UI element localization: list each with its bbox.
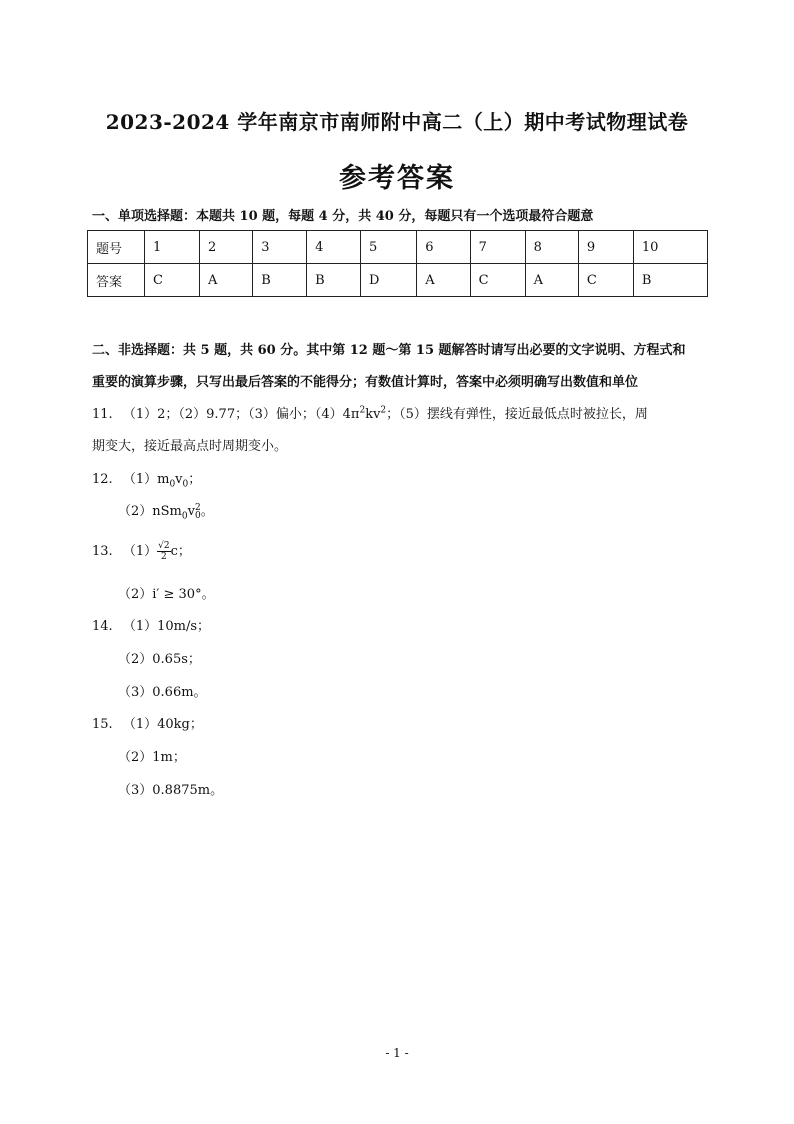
q14-number: 14.	[92, 619, 113, 634]
q12-b-post: 。	[200, 504, 214, 519]
page-number: - 1 -	[385, 1046, 409, 1060]
answer-cell: B	[633, 264, 707, 297]
answer-table	[87, 230, 708, 297]
q12-b-mid: v	[187, 504, 195, 519]
q12-a-sub1: 0	[169, 479, 176, 490]
q11-exp2: 2	[380, 405, 387, 416]
question-number: 1	[145, 231, 200, 264]
q12-a-text: （1）m	[122, 472, 170, 487]
q12-number: 12.	[92, 472, 113, 487]
q14-answer-3: （3）0.66m。	[118, 685, 207, 700]
answer-cell: A	[199, 264, 252, 297]
q11-part-c: ；（5）摆线有弹性，接近最低点时被拉长，周	[386, 407, 648, 422]
q13-number: 13.	[92, 544, 113, 559]
answer-cell: B	[307, 264, 361, 297]
question-number: 2	[199, 231, 252, 264]
q15-a-text: （1）40kg；	[122, 717, 203, 732]
question-number: 5	[360, 231, 416, 264]
q11-part-a: （1）2；（2）9.77；（3）偏小；（4）4π	[122, 407, 360, 422]
q11-line2: 期变大，接近最高点时周期变小。	[92, 439, 288, 454]
section2-heading-line1: 二、非选择题：共 5 题，共 60 分。其中第 12 题～第 15 题解答时请写出必要的文字说明、方程式和	[92, 343, 686, 358]
q12-b-sub1: 0	[181, 511, 188, 522]
question-number: 8	[525, 231, 578, 264]
answer-cell: B	[253, 264, 307, 297]
q12-a-post: ；	[188, 472, 202, 487]
q12-a-mid: v	[175, 472, 183, 487]
question-number: 3	[253, 231, 307, 264]
question-number: 7	[470, 231, 525, 264]
q12-answer-1	[92, 468, 201, 490]
question-number: 6	[417, 231, 470, 264]
page-subtitle: 参考答案	[339, 163, 455, 194]
page-title: 2023-2024 学年南京市南师附中高二（上）期中考试物理试卷	[105, 110, 689, 134]
q13-frac-num: √2	[158, 541, 170, 551]
q12-a-sub2: 0	[182, 479, 189, 490]
q13-frac-den: 2	[160, 552, 167, 562]
answer-cell: C	[145, 264, 200, 297]
q11-exp1: 2	[359, 405, 366, 416]
q12-b-sub2: 0	[194, 510, 201, 521]
q13-fraction	[157, 541, 170, 562]
q15-answer-2: （2）1m；	[118, 750, 186, 765]
q11-part-b: kv	[365, 407, 381, 422]
q13-answer-2: （2）i′ ≥ 30°。	[118, 587, 215, 602]
answer-cell: C	[578, 264, 633, 297]
q11-answer	[92, 403, 648, 422]
q15-answer-3: （3）0.8875m。	[118, 783, 224, 798]
q14-answer-2: （2）0.65s；	[118, 652, 201, 667]
q12-answer-2	[118, 500, 214, 522]
q13-a-text: （1）	[122, 544, 158, 559]
answer-cell: C	[470, 264, 525, 297]
question-number: 4	[307, 231, 361, 264]
question-number: 9	[578, 231, 633, 264]
section2-heading-line2: 重要的演算步骤，只写出最后答案的不能得分；有数值计算时，答案中必须明确写出数值和单位	[92, 375, 639, 390]
q12-b-text: （2）nSm	[118, 504, 182, 519]
q11-number: 11.	[92, 407, 113, 422]
row-label-number: 题号	[88, 231, 145, 264]
q14-a-text: （1）10m/s；	[122, 619, 211, 634]
q14-answer-1	[92, 615, 210, 634]
answer-cell: A	[417, 264, 470, 297]
answer-cell: A	[525, 264, 578, 297]
q12-b-sup: 2	[194, 502, 201, 513]
q13-answer-1	[92, 540, 191, 562]
answer-cell: D	[360, 264, 416, 297]
section1-heading: 一、单项选择题：本题共 10 题，每题 4 分，共 40 分，每题只有一个选项最符合题意	[92, 209, 594, 224]
q15-number: 15.	[92, 717, 113, 732]
table-row-answers	[88, 264, 708, 297]
question-number: 10	[633, 231, 707, 264]
table-row-numbers	[88, 231, 708, 264]
row-label-answer: 答案	[88, 264, 145, 297]
q15-answer-1	[92, 713, 203, 732]
q13-a-post: c；	[170, 544, 191, 559]
